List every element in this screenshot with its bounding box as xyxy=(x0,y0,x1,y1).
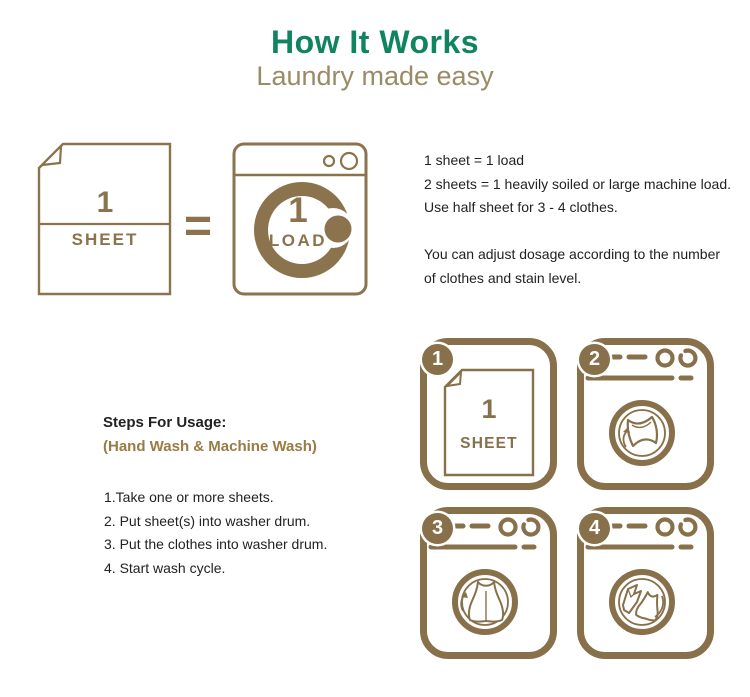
washer-knob xyxy=(658,520,673,535)
rotation-arrow xyxy=(623,431,627,447)
sheet-into-drum xyxy=(623,417,657,447)
sheet-label: SHEET xyxy=(71,230,139,249)
washer-knob xyxy=(658,351,673,366)
step-panel-3 xyxy=(420,507,557,659)
equals-sign: = xyxy=(183,200,213,253)
dosage-sheet-icon xyxy=(37,142,172,296)
step-panel-1 xyxy=(420,338,557,490)
step-item: 3. Put the clothes into washer drum. xyxy=(104,536,328,553)
step-item: 4. Start wash cycle. xyxy=(104,560,226,577)
step-number-badge: 4 xyxy=(579,513,610,544)
step-panel-4 xyxy=(577,507,714,659)
washing-machine-icon xyxy=(232,142,368,296)
step-number-badge: 1 xyxy=(422,344,453,375)
dosage-line: 2 sheets = 1 heavily soiled or large machine load. xyxy=(424,175,732,192)
dosage-info xyxy=(424,149,734,290)
steps-heading: Steps For Usage: xyxy=(103,414,227,431)
tumbling-clothes xyxy=(623,585,663,622)
dosage-note-line: of clothes and stain level. xyxy=(424,269,582,286)
steps-list xyxy=(104,486,327,581)
load-number: 1 xyxy=(288,191,308,230)
dosage-line: Use half sheet for 3 - 4 clothes. xyxy=(424,199,618,215)
dosage-line: 1 sheet = 1 load xyxy=(424,152,525,168)
step-item: 2. Put sheet(s) into washer drum. xyxy=(104,512,311,529)
washer-knob-open xyxy=(523,520,538,535)
page-title: How It Works xyxy=(270,24,480,60)
washer-knob xyxy=(501,520,516,535)
sheet-number: 1 xyxy=(96,186,114,219)
step-panel-2 xyxy=(577,338,714,490)
steps-subheading: (Hand Wash & Machine Wash) xyxy=(103,438,317,455)
page-subtitle: Laundry made easy xyxy=(256,61,494,91)
load-label: LOAD xyxy=(268,231,328,250)
step-item: 1.Take one or more sheets. xyxy=(104,489,274,505)
dosage-note-line: You can adjust dosage according to the number xyxy=(424,246,721,262)
sheet-fold-corner xyxy=(42,146,61,165)
sheet-fold-corner xyxy=(447,372,461,386)
washer-knob-open xyxy=(680,520,695,535)
panel-sheet-number: 1 xyxy=(481,394,497,424)
panel-sheet-label: SHEET xyxy=(460,435,518,452)
step-number-badge: 3 xyxy=(422,513,453,544)
step-number-badge: 2 xyxy=(579,344,610,375)
washer-knob-open xyxy=(680,351,695,366)
